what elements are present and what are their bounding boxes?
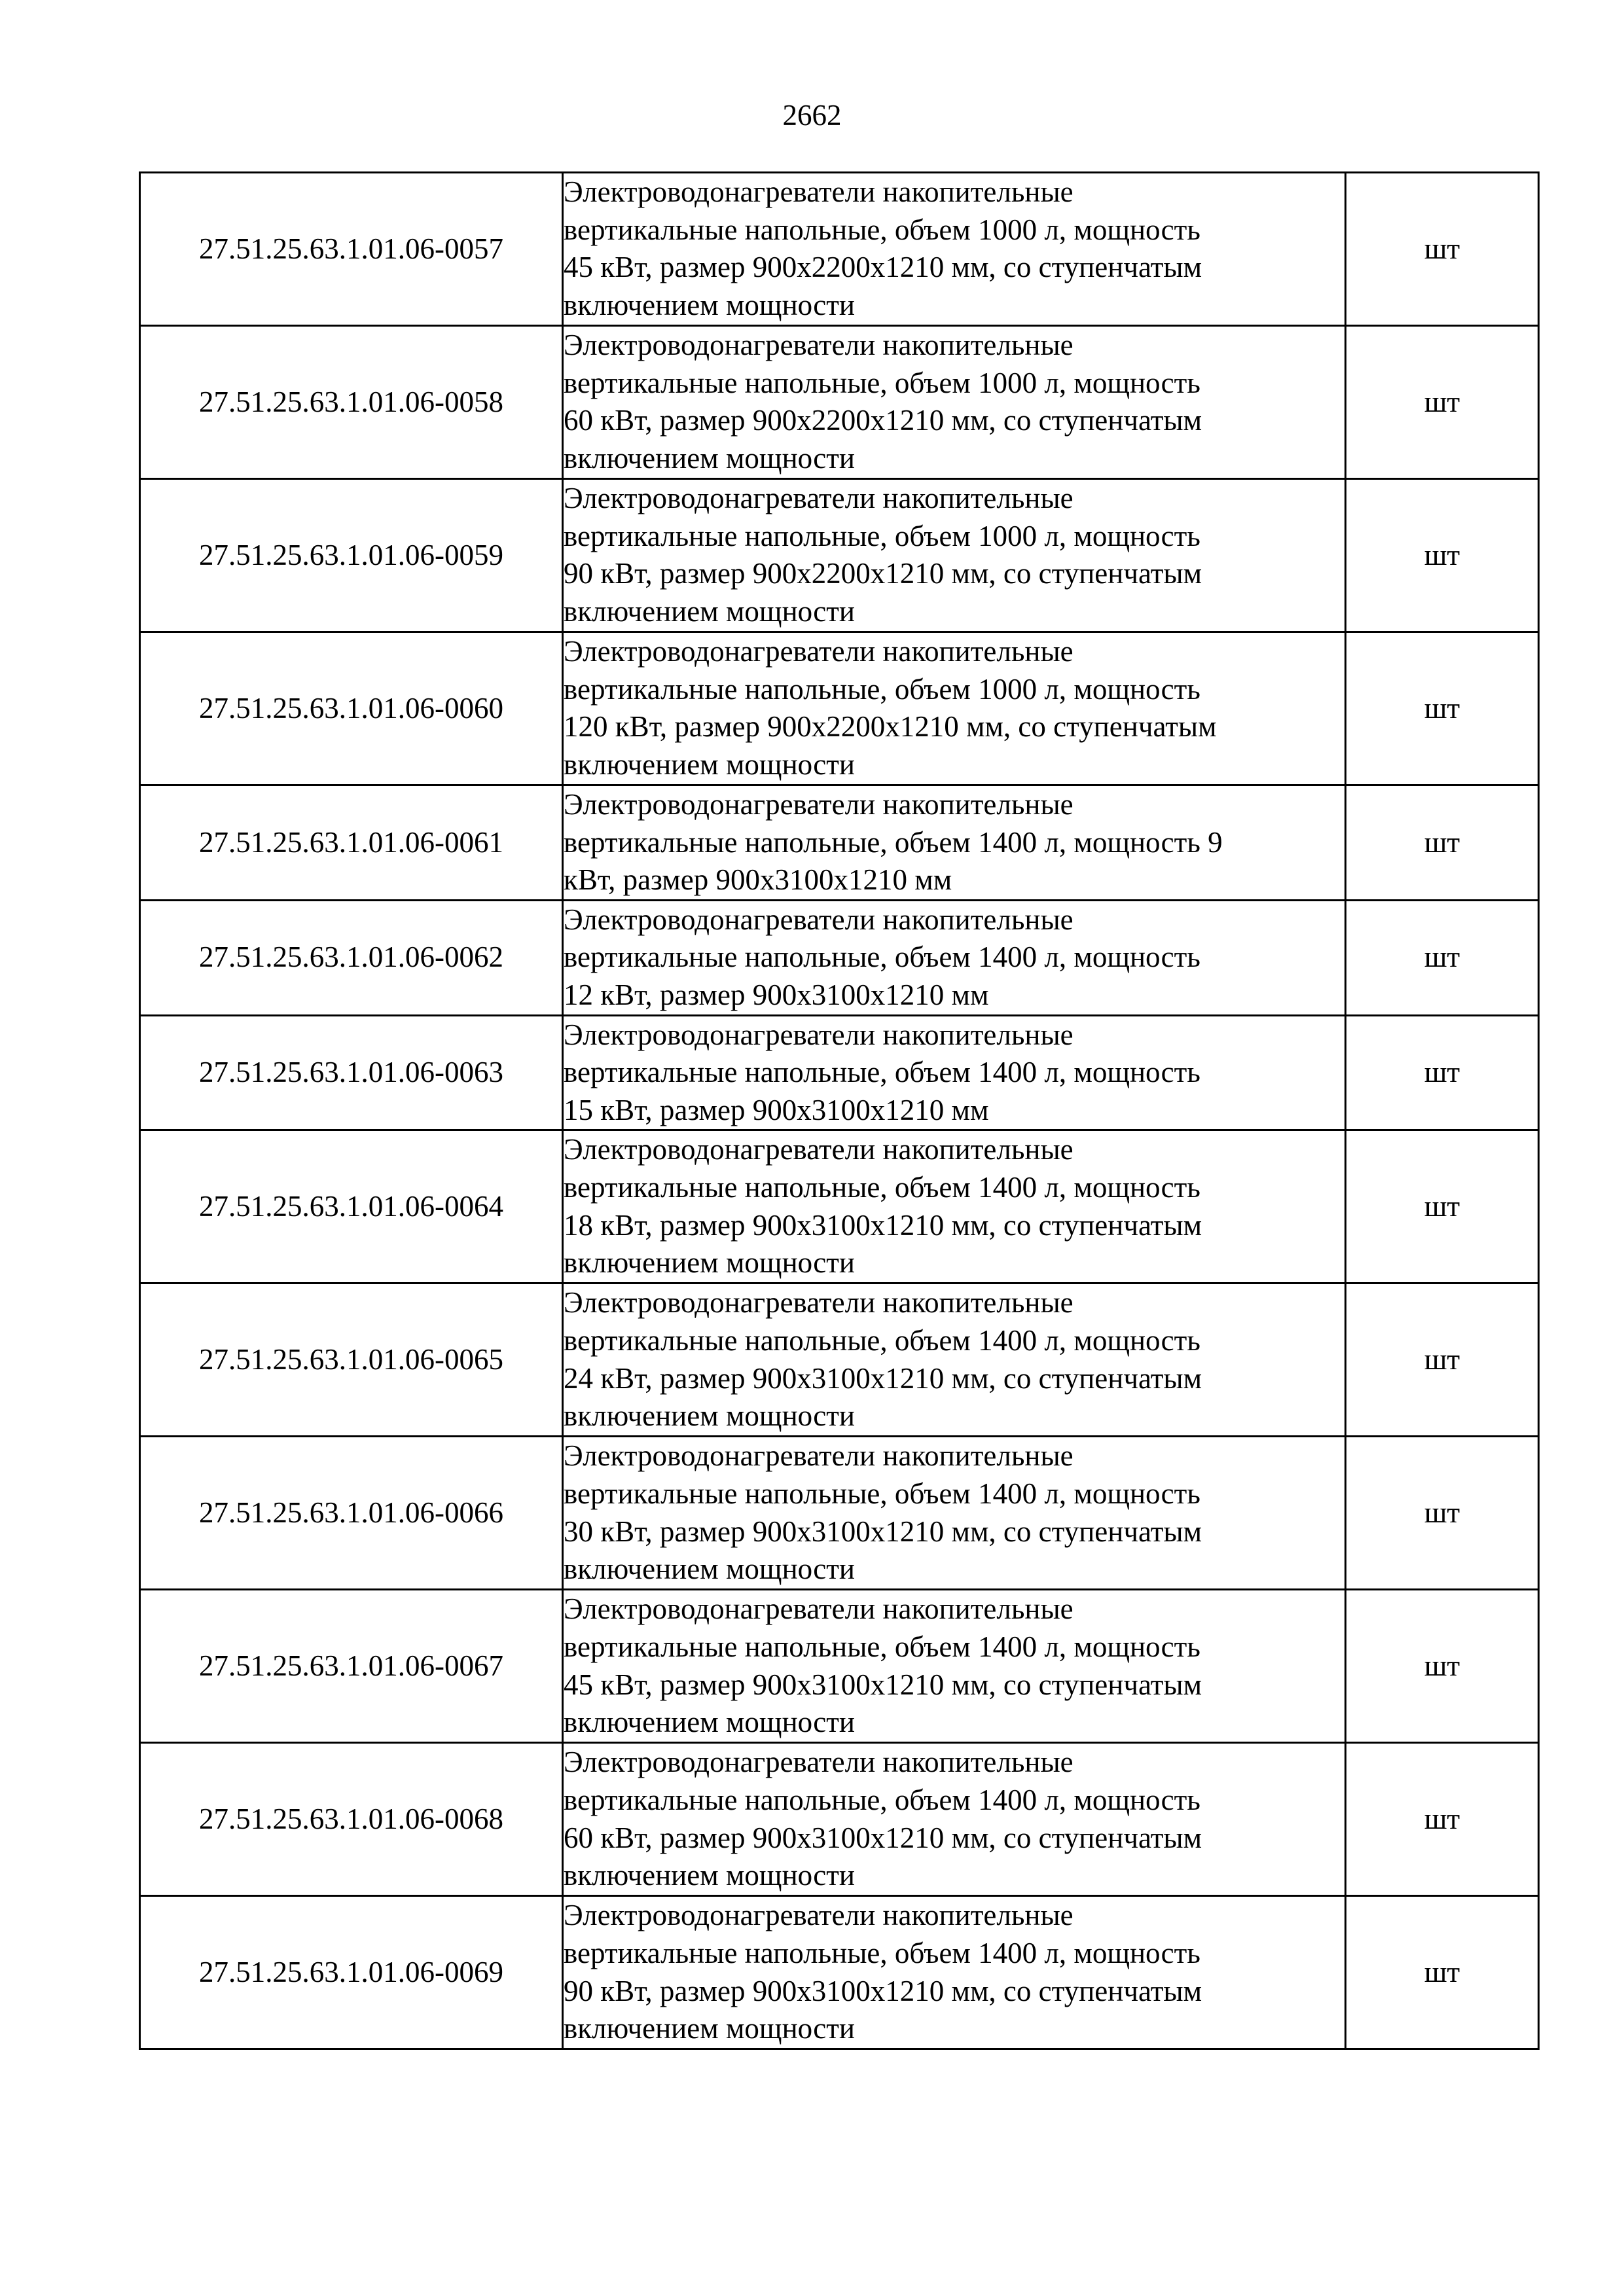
description-line: включением мощности [564,2012,855,2045]
description-line: вертикальные напольные, объем 1400 л, мощность [564,1936,1200,1969]
table-row [140,1896,1539,2049]
description-line: Электроводонагреватели накопительные [564,175,1074,208]
unit-cell: шт [1346,479,1539,632]
resource-code-cell: 27.51.25.63.1.01.06-0064 [140,1130,563,1283]
resource-code-cell: 27.51.25.63.1.01.06-0067 [140,1590,563,1743]
unit-cell: шт [1346,173,1539,326]
resource-table [139,171,1540,2050]
table-row [140,1743,1539,1896]
description-line: 60 кВт, размер 900х2200х1210 мм, со ступенчатым [564,404,1202,437]
unit-cell: шт [1346,1130,1539,1283]
description-line: вертикальные напольные, объем 1400 л, мощность [564,1783,1200,1816]
table-row [140,1437,1539,1590]
description-line: Электроводонагреватели накопительные [564,1746,1074,1779]
description-line: Электроводонагреватели накопительные [564,329,1074,361]
description-line: 90 кВт, размер 900х3100х1210 мм, со ступенчатым [564,1974,1202,2007]
table-row [140,1283,1539,1437]
table-row [140,173,1539,326]
resource-code-cell: 27.51.25.63.1.01.06-0057 [140,173,563,326]
description-line: включением мощности [564,441,855,475]
description-line: вертикальные напольные, объем 1400 л, мощность 9 [564,825,1223,859]
resource-code-cell: 27.51.25.63.1.01.06-0061 [140,785,563,901]
description-line: включением мощности [564,1246,855,1280]
description-line: включением мощности [564,1552,855,1586]
table-row [140,632,1539,785]
description-line: включением мощности [564,1399,855,1433]
resource-description-cell [563,900,1346,1015]
resource-code-cell: 27.51.25.63.1.01.06-0059 [140,479,563,632]
description-line: вертикальные напольные, объем 1400 л, мощность [564,1630,1200,1663]
description-line: включением мощности [564,747,855,781]
description-line: включением мощности [564,594,855,628]
table-row [140,900,1539,1015]
description-line: 15 кВт, размер 900х3100х1210 мм [564,1093,989,1126]
description-line: 12 кВт, размер 900х3100х1210 мм [564,978,989,1011]
description-line: 45 кВт, размер 900х2200х1210 мм, со ступенчатым [564,251,1202,284]
unit-cell: шт [1346,785,1539,901]
description-line: включением мощности [564,1706,855,1739]
resource-description-cell [563,479,1346,632]
description-line: Электроводонагреватели накопительные [564,1899,1074,1932]
description-line: Электроводонагреватели накопительные [564,1133,1074,1166]
resource-description-cell [563,632,1346,785]
description-line: вертикальные напольные, объем 1400 л, мощность [564,1477,1200,1510]
resource-code-cell: 27.51.25.63.1.01.06-0058 [140,326,563,479]
resource-description-cell [563,1130,1346,1283]
unit-cell: шт [1346,326,1539,479]
resource-code-cell: 27.51.25.63.1.01.06-0066 [140,1437,563,1590]
resource-code-cell: 27.51.25.63.1.01.06-0060 [140,632,563,785]
description-line: включением мощности [564,1859,855,1892]
description-line: Электроводонагреватели накопительные [564,903,1074,936]
unit-cell: шт [1346,632,1539,785]
description-line: Электроводонагреватели накопительные [564,1018,1074,1051]
resource-description-cell [563,1283,1346,1437]
table-row [140,1130,1539,1283]
description-line: Электроводонагреватели накопительные [564,1592,1074,1626]
unit-cell: шт [1346,1015,1539,1130]
unit-cell: шт [1346,1437,1539,1590]
resource-code-cell: 27.51.25.63.1.01.06-0062 [140,900,563,1015]
description-line: вертикальные напольные, объем 1400 л, мощность [564,941,1200,974]
description-line: вертикальные напольные, объем 1400 л, мощность [564,1323,1200,1357]
unit-cell: шт [1346,900,1539,1015]
description-line: вертикальные напольные, объем 1000 л, мощность [564,366,1200,399]
resource-description-cell [563,1015,1346,1130]
resource-description-cell [563,326,1346,479]
description-line: 90 кВт, размер 900х2200х1210 мм, со ступенчатым [564,557,1202,590]
description-line: кВт, размер 900х3100х1210 мм [564,863,952,897]
description-line: 120 кВт, размер 900х2200х1210 мм, со ступенчатым [564,710,1217,744]
resource-description-cell [563,173,1346,326]
resource-description-cell [563,1437,1346,1590]
unit-cell: шт [1346,1743,1539,1896]
table-row [140,479,1539,632]
description-line: 60 кВт, размер 900х3100х1210 мм, со ступенчатым [564,1821,1202,1854]
description-line: вертикальные напольные, объем 1000 л, мощность [564,672,1200,706]
unit-cell: шт [1346,1590,1539,1743]
description-line: 18 кВт, размер 900х3100х1210 мм, со ступенчатым [564,1208,1202,1242]
resource-table-body [140,173,1539,2049]
resource-description-cell [563,1743,1346,1896]
table-row [140,1590,1539,1743]
description-line: Электроводонагреватели накопительные [564,482,1074,514]
unit-cell: шт [1346,1283,1539,1437]
description-line: 45 кВт, размер 900х3100х1210 мм, со ступенчатым [564,1668,1202,1701]
description-line: вертикальные напольные, объем 1400 л, мощность [564,1056,1200,1089]
resource-description-cell [563,785,1346,901]
table-row [140,326,1539,479]
resource-code-cell: 27.51.25.63.1.01.06-0063 [140,1015,563,1130]
description-line: Электроводонагреватели накопительные [564,635,1074,668]
description-line: 24 кВт, размер 900х3100х1210 мм, со ступенчатым [564,1361,1202,1395]
resource-code-cell: 27.51.25.63.1.01.06-0065 [140,1283,563,1437]
description-line: вертикальные напольные, объем 1400 л, мощность [564,1170,1200,1204]
table-row [140,785,1539,901]
description-line: Электроводонагреватели накопительные [564,1286,1074,1319]
resource-description-cell [563,1896,1346,2049]
description-line: вертикальные напольные, объем 1000 л, мощность [564,519,1200,552]
description-line: вертикальные напольные, объем 1000 л, мощность [564,213,1200,246]
description-line: Электроводонагреватели накопительные [564,1439,1074,1473]
resource-description-cell [563,1590,1346,1743]
page-number: 2662 [782,99,842,132]
description-line: 30 кВт, размер 900х3100х1210 мм, со ступенчатым [564,1515,1202,1548]
description-line: включением мощности [564,288,855,321]
resource-code-cell: 27.51.25.63.1.01.06-0069 [140,1896,563,2049]
resource-code-cell: 27.51.25.63.1.01.06-0068 [140,1743,563,1896]
description-line: Электроводонагреватели накопительные [564,788,1074,821]
table-row [140,1015,1539,1130]
unit-cell: шт [1346,1896,1539,2049]
